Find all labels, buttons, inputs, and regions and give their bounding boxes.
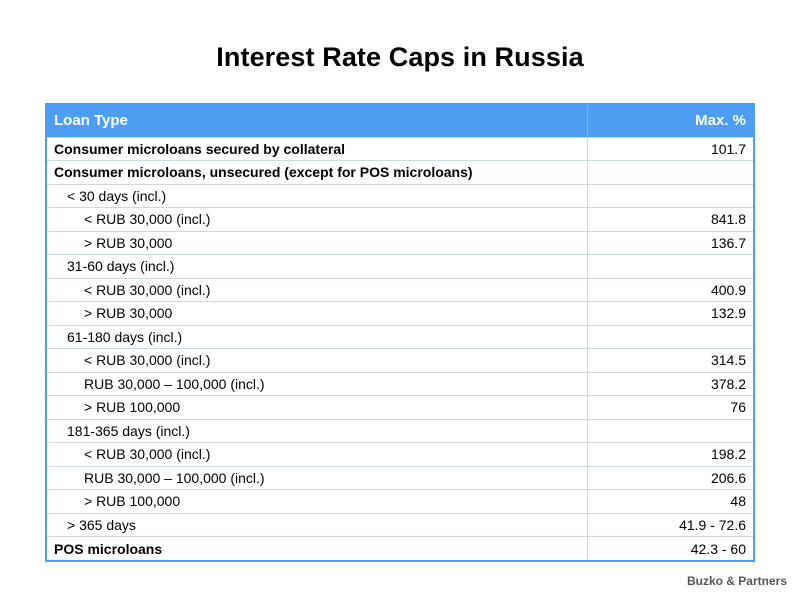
loan-type-cell: < RUB 30,000 (incl.) <box>47 443 587 467</box>
table-body <box>47 137 753 560</box>
table-row <box>47 372 753 396</box>
max-percent-cell: 841.8 <box>587 208 753 232</box>
header-row <box>47 105 753 137</box>
footer-credit: Buzko & Partners <box>686 574 787 588</box>
loan-type-cell: > RUB 100,000 <box>47 396 587 420</box>
loan-type-cell: < RUB 30,000 (incl.) <box>47 208 587 232</box>
max-percent-cell <box>587 255 753 279</box>
header-loan-type: Loan Type <box>54 112 128 130</box>
loan-type-cell: Consumer microloans, unsecured (except for POS microloans) <box>47 161 587 185</box>
max-percent-cell: 101.7 <box>587 137 753 161</box>
loan-type-cell: RUB 30,000 – 100,000 (incl.) <box>47 372 587 396</box>
loan-type-cell: > RUB 30,000 <box>47 302 587 326</box>
max-percent-cell: 314.5 <box>587 349 753 373</box>
loan-type-cell: > RUB 100,000 <box>47 490 587 514</box>
max-percent-cell: 198.2 <box>587 443 753 467</box>
table-row <box>47 231 753 255</box>
max-percent-cell: 42.3 - 60 <box>587 537 753 561</box>
table-header <box>47 105 753 137</box>
table-row <box>47 513 753 537</box>
max-percent-cell: 41.9 - 72.6 <box>587 513 753 537</box>
table-row <box>47 466 753 490</box>
max-percent-cell <box>587 161 753 185</box>
max-percent-cell <box>587 184 753 208</box>
table-row <box>47 278 753 302</box>
max-percent-cell: 136.7 <box>587 231 753 255</box>
loan-type-cell: 181-365 days (incl.) <box>47 419 587 443</box>
max-percent-cell: 378.2 <box>587 372 753 396</box>
header-max-percent: Max. % <box>587 105 753 137</box>
loan-type-cell: > RUB 30,000 <box>47 231 587 255</box>
table-row <box>47 537 753 561</box>
table-row <box>47 137 753 161</box>
max-percent-cell: 206.6 <box>587 466 753 490</box>
loan-type-cell: 31-60 days (incl.) <box>47 255 587 279</box>
loan-type-cell: 61-180 days (incl.) <box>47 325 587 349</box>
page-title: Interest Rate Caps in Russia <box>216 42 584 72</box>
rate-caps-table <box>45 103 755 562</box>
loan-type-cell: > 365 days <box>47 513 587 537</box>
table-row <box>47 184 753 208</box>
max-percent-cell: 132.9 <box>587 302 753 326</box>
table-row <box>47 208 753 232</box>
table-row <box>47 161 753 185</box>
loan-type-cell: < 30 days (incl.) <box>47 184 587 208</box>
table-row <box>47 396 753 420</box>
table-row <box>47 443 753 467</box>
max-percent-cell: 48 <box>587 490 753 514</box>
table-row <box>47 349 753 373</box>
max-percent-cell: 400.9 <box>587 278 753 302</box>
table-row <box>47 419 753 443</box>
loan-type-cell: POS microloans <box>47 537 587 561</box>
loan-type-cell: < RUB 30,000 (incl.) <box>47 349 587 373</box>
max-percent-cell <box>587 325 753 349</box>
max-percent-cell <box>587 419 753 443</box>
max-percent-cell: 76 <box>587 396 753 420</box>
loan-type-cell: Consumer microloans secured by collateral <box>47 137 587 161</box>
loan-type-cell: RUB 30,000 – 100,000 (incl.) <box>47 466 587 490</box>
table-row <box>47 302 753 326</box>
table-row <box>47 255 753 279</box>
table-row <box>47 325 753 349</box>
loan-type-cell: < RUB 30,000 (incl.) <box>47 278 587 302</box>
table-row <box>47 490 753 514</box>
